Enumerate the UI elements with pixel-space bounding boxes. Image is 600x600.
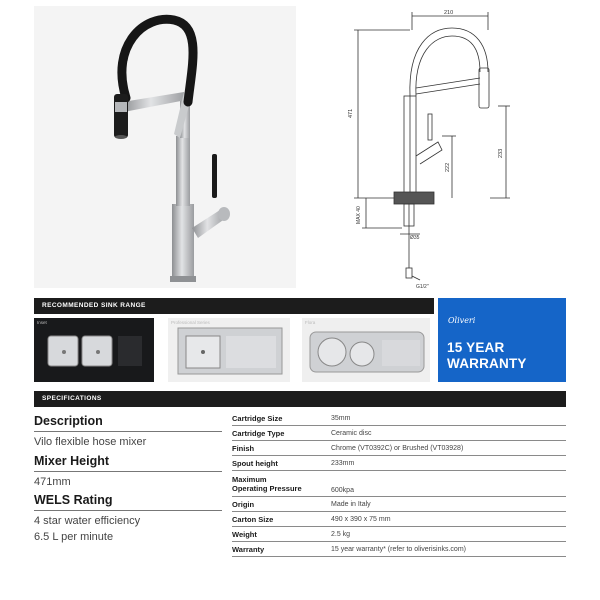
spec-value: Chrome (VT0392C) or Brushed (VT03928) [331,444,464,452]
spec-label: Spout height [232,458,278,468]
spec-row [232,542,566,557]
spec-row [232,411,566,426]
warranty-badge [438,298,566,382]
spec-label: Cartridge Type [232,428,285,438]
spec-label: Warranty [232,544,265,554]
description-text: Vilo flexible hose mixer [34,436,147,448]
mixer-height-text: 471mm [34,476,71,488]
spec-value: 490 x 390 x 75 mm [331,515,391,523]
spec-value: Ceramic disc [331,429,372,437]
mixer-height-block [34,454,222,490]
wels-line-1: 4 star water efficiency [34,515,141,527]
spec-value: 2.5 kg [331,530,351,538]
dim-spout-b-label: 233 [498,148,504,158]
spec-label: Weight [232,529,257,539]
description-heading: Description [34,414,222,432]
sink-tile-professional [168,318,290,382]
spec-row [232,471,566,497]
spec-row [232,426,566,441]
spec-label: Origin [232,499,255,509]
specifications-heading: SPECIFICATIONS [34,391,566,407]
sink-range-heading: RECOMMENDED SINK RANGE [34,298,434,314]
spec-value: 600kpa [331,487,354,494]
spec-label: Carton Size [232,514,274,524]
spec-row [232,441,566,456]
dim-thread-label: G1/2" [416,284,429,290]
brand-logo: Oliveri [448,316,476,325]
sink-tile-flora [302,318,430,382]
spec-row [232,527,566,542]
mixer-height-heading: Mixer Height [34,454,222,472]
sink-label-professional: Professional Series [171,320,210,325]
spec-label: Maximum Operating Pressure [232,474,302,493]
spec-value: 35mm [331,414,351,422]
dim-height-label: 471 [348,108,354,118]
spec-value: 15 year warranty* (refer to oliverisinks.com) [331,545,466,553]
spec-row [232,497,566,512]
dim-spout-a-label: 222 [445,162,451,172]
warranty-word: WARRANTY [447,356,527,371]
product-photo [34,6,296,288]
wels-line-2: 6.5 L per minute [34,531,114,543]
wels-heading: WELS Rating [34,493,222,511]
sink-label-flora: Flora [305,320,316,325]
spec-value: Made in Italy [331,500,371,508]
sink-label-inset: Inset [37,320,47,325]
sink-tile-inset [34,318,154,382]
warranty-years: 15 YEAR [447,340,505,355]
spec-label: Cartridge Size [232,413,283,423]
dim-width-label: 210 [444,10,454,16]
description-block [34,414,222,450]
wels-block [34,493,222,545]
spec-label: Finish [232,443,255,453]
technical-drawing [330,6,580,292]
spec-value: 233mm [331,459,355,467]
spec-row [232,456,566,471]
dim-hole-label: Ø35 [410,235,420,241]
spec-table [232,411,566,557]
spec-row [232,512,566,527]
dim-max-label: MAX 40 [356,206,362,224]
